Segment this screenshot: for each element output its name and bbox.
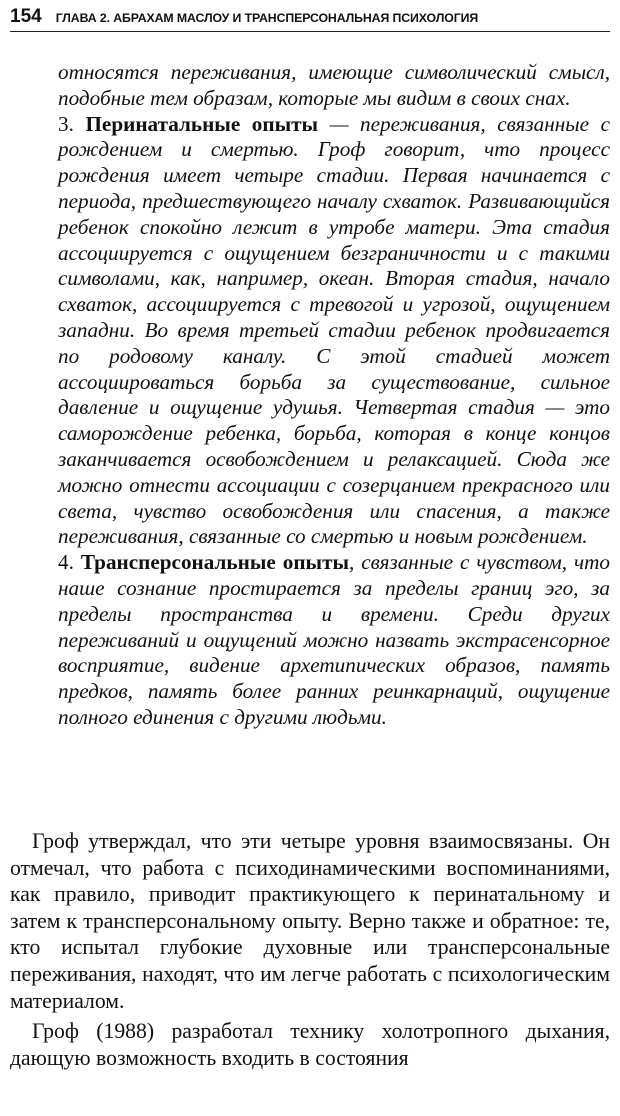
item-4-number: 4. [58,550,74,575]
quote-item-3 [58,112,610,551]
item-3-text: — переживания, связанные с рождением и смертью. Гроф говорит, что процесс рождения имеет четыре стадии. Первая начинается с периода, предшествующего началу схваток. Развивающийся ребенок спокойно лежит в утробе матери. Эта стадия ассоциируется с ощущением безграничности и с такими символами, как, например, океан. Вторая стадия, начало схваток, ассоциируется с тревогой и угрозой, ощущением западни. Во время третьей стадии ребенок продвигается по родовому каналу. С этой стадией может ассоциироваться борьба за существование, сильное давление и ощущение удушья. Четвертая стадия — это саморождение ребенка, борьба, которая в конце концов заканчивается освобождением и релаксацией. Сюда же можно отнести ассоциации с созерцанием прекрасного или света, чувство освобождения или спасения, а также переживания, связанные со смертью и новым рождением. [58,111,611,549]
quote-continuation: относятся переживания, имеющие символический смысл, подобные тем образам, которые мы видим в своих снах. [58,60,610,110]
main-body-text [10,828,610,1071]
body-paragraph-2: Гроф (1988) разработал технику холотропного дыхания, дающую возможность входить в состояния [10,1019,610,1070]
quote-item-4 [58,550,610,731]
running-head: ГЛАВА 2. АБРАХАМ МАСЛОУ И ТРАНСПЕРСОНАЛЬНАЯ ПСИХОЛОГИЯ [55,11,479,25]
item-4-text: , связанные с чувством, что наше сознание простирается за пределы границ эго, за пределы пространства и времени. Среди других переживаний и ощущений можно назвать экстрасенсорное восприятие, видение архетипических образов, память предков, память более ранних реинкарнаций, ощущение полного единения с другими людьми. [58,550,610,729]
indented-quote-block [58,60,610,731]
item-4-term: Трансперсональные опыты [80,550,350,575]
item-3-number: 3. [58,111,74,136]
page-number: 154 [10,6,42,27]
body-paragraph-1: Гроф утверждал, что эти четыре уровня взаимосвязаны. Он отмечал, что работа с психодинамическими воспоминаниями, как правило, приводит практикующего к перинатальному и затем к трансперсональному опыту. Верно также и обратное: те, кто испытал глубокие духовные или трансперсональные переживания, находят, что им легче работать с психологическим материалом. [10,829,610,1013]
item-3-term: Перинатальные опыты [85,111,319,136]
page-header [10,2,610,32]
